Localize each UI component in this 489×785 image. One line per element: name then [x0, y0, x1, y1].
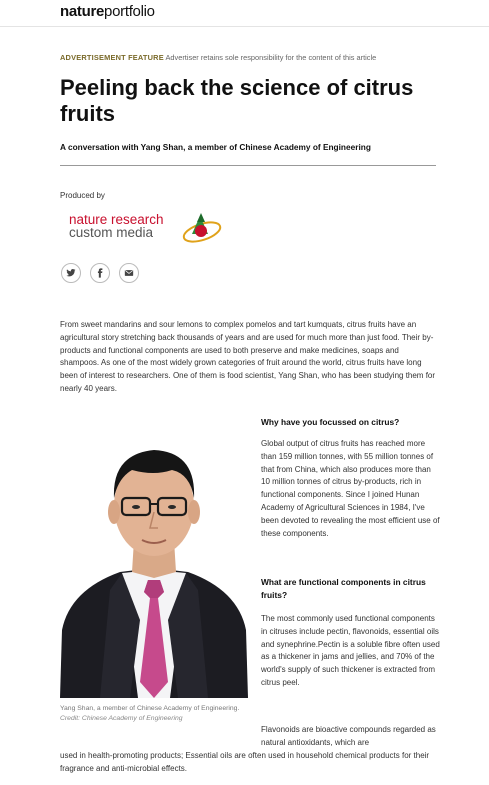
article-title: Peeling back the science of citrus fruits — [60, 75, 414, 126]
logo-light: portfolio — [104, 3, 155, 20]
logo-bold: nature — [60, 3, 105, 20]
yang-shan-portrait — [60, 420, 248, 698]
ad-feature-label: ADVERTISEMENT FEATURE — [60, 53, 164, 62]
caption-text: Yang Shan, a member of Chinese Academy of Engineering. — [60, 705, 240, 712]
email-icon — [124, 268, 134, 278]
intro-paragraph: From sweet mandarins and sour lemons to complex pomelos and tart kumquats, citrus fruits have an agricultural story stretching back thousands of years and are used for much more than just food. Their by-products and functional components are used to both preserve and make medicines, soaps and shampoos. As one of the most widely grown categories of fruit around the world, citrus fruits have long been of interest to researchers. One of them is food scientist, Yang Shan, who has been studying them for nearly 40 years. — [60, 320, 436, 393]
sponsor-line-1: nature research — [69, 212, 164, 227]
nature-research-custom-media-logo[interactable] — [69, 213, 164, 239]
portrait-illustration-icon — [60, 420, 248, 698]
produced-by-label: Produced by — [60, 191, 105, 200]
facebook-share-button[interactable] — [90, 263, 110, 283]
nature-portfolio-logo[interactable] — [60, 3, 155, 20]
answer-1-paragraph: Global output of citrus fruits has reached more than 159 million tonnes, with 55 million tonnes of that from China, which also produces more than 10 million tonnes of citrus by-products, rich in functional components. Since I joined Hunan Academy of Agricultural Sciences in 1984, I've been devoted to revealing the most efficient use of these components. — [261, 439, 440, 538]
twitter-share-button[interactable] — [61, 263, 81, 283]
answer-3-paragraph-end: used in health-promoting products; Essential oils are often used in household chemical products for their fragrance and anti-microbial effects. — [60, 751, 430, 773]
photo-caption — [60, 704, 250, 724]
sponsor-line-2: custom media — [69, 225, 154, 240]
question-1-heading: Why have you focussed on citrus? — [261, 417, 400, 427]
article-subtitle: A conversation with Yang Shan, a member of Chinese Academy of Engineering — [60, 142, 371, 152]
top-bar — [0, 0, 489, 27]
partner-logo-icon[interactable] — [180, 210, 224, 246]
advertisement-notice — [60, 53, 376, 62]
twitter-icon — [66, 268, 76, 278]
photo-credit: Credit: Chinese Academy of Engineering — [60, 715, 183, 722]
answer-2-paragraph: The most commonly used functional components in citruses include pectin, flavonoids, essential oils and synephrine.Pectin is a soluble fibre often used as a thickener in jams and jellies, and 70% of the world's supply of such thickener is extracted from citrus peel. — [261, 614, 440, 687]
facebook-icon — [95, 268, 105, 278]
email-share-button[interactable] — [119, 263, 139, 283]
ad-feature-note: Advertiser retains sole responsibility for the content of this article — [165, 53, 377, 62]
answer-3-paragraph-start: Flavonoids are bioactive compounds regarded as natural antioxidants, which are — [261, 725, 436, 747]
divider — [60, 165, 436, 166]
question-2-heading: What are functional components in citrus fruits? — [261, 577, 426, 600]
